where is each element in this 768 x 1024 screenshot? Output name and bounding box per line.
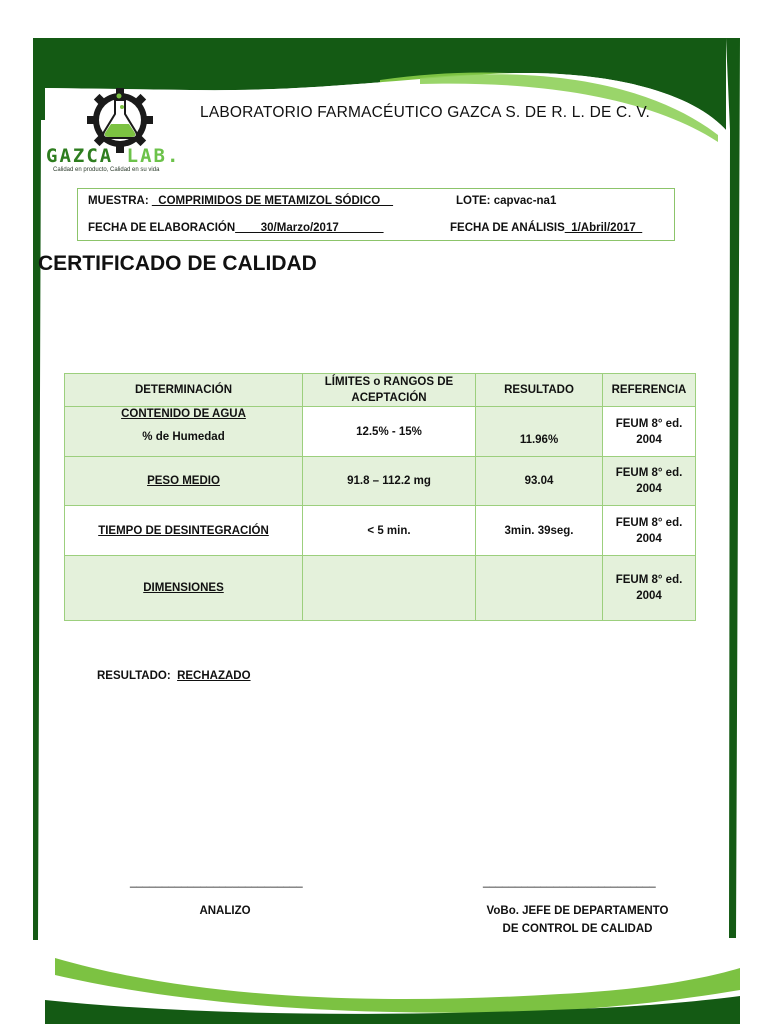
table-row	[65, 457, 696, 506]
results-table	[64, 373, 696, 621]
bottom-light-swoosh	[55, 958, 740, 1013]
referencia-line2: 2004	[636, 483, 662, 495]
referencia-line1: FEUM 8° ed.	[615, 516, 683, 529]
final-result-label: RESULTADO:	[97, 670, 171, 682]
signature-line-left: ___________________________	[130, 876, 303, 888]
signature-label-left: ANALIZO	[199, 905, 251, 917]
referencia-line2: 2004	[636, 433, 662, 446]
resultado-value: 11.96%	[519, 434, 559, 446]
limites-cell: 12.5% - 15%	[303, 407, 476, 457]
signature-line-right: ___________________________	[483, 876, 656, 888]
referencia-line1: FEUM 8° ed.	[615, 574, 683, 586]
fecha-elaboracion-label: FECHA DE ELABORACIÓN	[88, 222, 236, 234]
muestra-line	[88, 195, 393, 207]
logo-tagline: Calidad en producto, Calidad en su vida	[53, 167, 160, 173]
determinacion-sublabel: % de Humedad	[142, 431, 225, 443]
fecha-elaboracion-line	[88, 222, 384, 234]
limites-cell	[303, 556, 476, 621]
determinacion-cell	[65, 407, 303, 457]
header-referencia: REFERENCIA	[603, 374, 696, 407]
table-row	[65, 407, 696, 457]
determinacion-cell	[65, 506, 303, 556]
determinacion-label: TIEMPO DE DESINTEGRACIÓN	[98, 524, 269, 537]
muestra-label: MUESTRA:	[88, 195, 149, 207]
resultado-cell: 93.04	[476, 457, 603, 506]
referencia-cell	[603, 457, 696, 506]
lote-value: capvac-na1	[493, 195, 557, 207]
determinacion-label: CONTENIDO DE AGUA	[121, 408, 246, 420]
determinacion-label: PESO MEDIO	[147, 475, 220, 487]
referencia-cell	[603, 506, 696, 556]
lote-label: LOTE:	[456, 195, 491, 207]
referencia-cell	[603, 556, 696, 621]
table-header-row	[65, 374, 696, 407]
signature-label-right	[470, 902, 685, 938]
resultado-cell	[476, 407, 603, 457]
logo-wordmark-lab: LAB.	[126, 145, 181, 167]
referencia-cell	[603, 407, 696, 457]
certificate-title: CERTIFICADO DE CALIDAD	[38, 252, 317, 275]
determinacion-cell	[65, 457, 303, 506]
signature-label-right-line2: DE CONTROL DE CALIDAD	[502, 923, 653, 935]
fecha-analisis-line	[450, 222, 642, 234]
referencia-line1: FEUM 8° ed.	[615, 417, 683, 430]
table-row	[65, 506, 696, 556]
referencia-line2: 2004	[636, 590, 662, 602]
header-determinacion: DETERMINACIÓN	[65, 374, 303, 407]
final-result-value: RECHAZADO	[177, 670, 251, 682]
header-resultado: RESULTADO	[476, 374, 603, 407]
determinacion-label: DIMENSIONES	[143, 582, 224, 594]
table-row	[65, 556, 696, 621]
company-name: LABORATORIO FARMACÉUTICO GAZCA S. DE R. L. DE C. V.	[200, 104, 651, 121]
determinacion-cell	[65, 556, 303, 621]
header-limites: LÍMITES o RANGOS DE ACEPTACIÓN	[303, 374, 476, 407]
resultado-cell: 3min. 39seg.	[476, 506, 603, 556]
referencia-line1: FEUM 8° ed.	[615, 467, 683, 479]
limites-cell: 91.8 – 112.2 mg	[303, 457, 476, 506]
fecha-analisis-label: FECHA DE ANÁLISIS	[450, 222, 565, 234]
fecha-elaboracion-value: ____30/Marzo/2017_______	[235, 222, 384, 234]
referencia-line2: 2004	[636, 532, 662, 545]
fecha-analisis-value: _1/Abril/2017_	[564, 222, 643, 234]
logo-wordmark-gazca: GAZCA	[46, 145, 114, 167]
limites-cell: < 5 min.	[303, 506, 476, 556]
lote-line	[456, 195, 556, 207]
signature-label-right-line1: VoBo. JEFE DE DEPARTAMENTO	[486, 905, 669, 917]
muestra-value: _COMPRIMIDOS DE METAMIZOL SÓDICO__	[151, 195, 394, 207]
logo-wordmark	[46, 145, 180, 167]
final-result	[97, 670, 251, 682]
resultado-cell	[476, 556, 603, 621]
